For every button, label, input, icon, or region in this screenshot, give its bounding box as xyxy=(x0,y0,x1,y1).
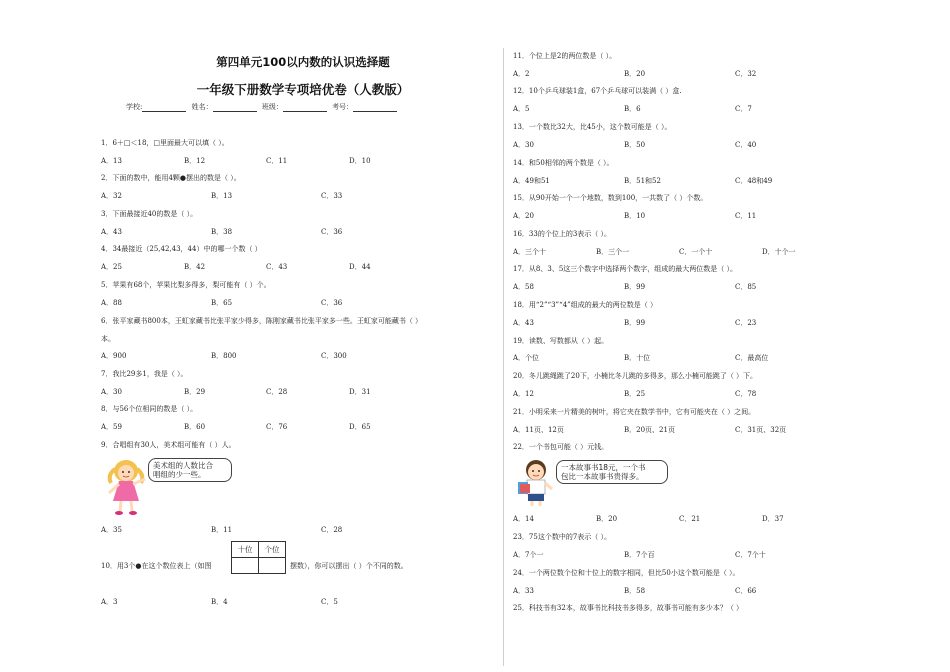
question-10-continued: 摆数），你可以摆出（ ）个不同的数。 xyxy=(290,562,408,570)
option[interactable]: C．11 xyxy=(266,157,288,165)
option[interactable]: C．5 xyxy=(321,598,338,606)
girl-speech-bubble xyxy=(148,458,232,482)
boy-bubble-line-1: 一本故事书18元，一个书 xyxy=(561,463,646,472)
option[interactable]: B．99 xyxy=(624,319,646,327)
option[interactable]: B．12 xyxy=(184,157,206,165)
option[interactable]: D．65 xyxy=(349,423,371,431)
option[interactable]: A．33 xyxy=(513,587,534,595)
option[interactable]: C．最高位 xyxy=(735,354,769,362)
option[interactable]: B．29 xyxy=(184,388,206,396)
school-label: 学校: xyxy=(126,103,143,111)
girl-illustration xyxy=(101,457,151,515)
option[interactable]: C．23 xyxy=(735,319,757,327)
class-blank[interactable] xyxy=(283,104,327,112)
option[interactable]: C．28 xyxy=(266,388,288,396)
option[interactable]: A．14 xyxy=(513,515,534,523)
option[interactable]: C．43 xyxy=(266,263,288,271)
question-11: 11．个位上是2的两位数是（ ）。 xyxy=(513,52,617,60)
question-8: 8．与56个位相同的数是（ ）。 xyxy=(101,405,198,413)
column-divider xyxy=(503,48,504,666)
page-subtitle: 一年级下册数学专项培优卷（人教版） xyxy=(196,82,410,97)
option[interactable]: A．个位 xyxy=(513,354,540,362)
ones-header: 个位 xyxy=(259,542,286,558)
boy-illustration xyxy=(514,458,558,508)
tens-header: 十位 xyxy=(232,542,259,558)
option[interactable]: B．7个百 xyxy=(624,551,655,559)
option[interactable]: B．38 xyxy=(211,228,233,236)
option[interactable]: C．7 xyxy=(735,105,752,113)
question-18: 18．用“2”“3”“4”组成的最大的两位数是（ ） xyxy=(513,301,657,309)
question-23: 23．75这个数中的7表示（ ）。 xyxy=(513,533,611,541)
question-24: 24．一个两位数个位和十位上的数字相同，但比50小这个数可能是（ ）。 xyxy=(513,569,740,577)
name-blank[interactable] xyxy=(213,104,257,112)
question-1: 1．6＋□＜18，□里面最大可以填（ ）。 xyxy=(101,139,229,147)
option[interactable]: A．88 xyxy=(101,299,122,307)
option[interactable]: A．20 xyxy=(513,212,534,220)
option[interactable]: B．42 xyxy=(184,263,206,271)
option[interactable]: A．25 xyxy=(101,263,122,271)
question-7: 7．我比29多1，我是（ ）。 xyxy=(101,370,188,378)
page-title: 第四单元100以内数的认识选择题 xyxy=(216,55,390,69)
option[interactable]: B．25 xyxy=(624,390,646,398)
question-22: 22．一个书包可能（ ）元钱。 xyxy=(513,443,609,451)
question-4: 4．34最接近（25,42,43，44）中的哪一个数（ ） xyxy=(101,245,262,253)
option[interactable]: C．7个十 xyxy=(735,551,766,559)
option[interactable]: C．33 xyxy=(321,192,343,200)
girl-bubble-line-2: 唱组的少一些。 xyxy=(153,470,206,479)
option[interactable]: C．85 xyxy=(735,283,757,291)
question-9: 9．合唱组有30人，美术组可能有（ ）人。 xyxy=(101,441,236,449)
boy-speech-bubble xyxy=(556,460,668,484)
name-label: 姓名： xyxy=(191,103,213,111)
option[interactable]: B．58 xyxy=(624,587,646,595)
option[interactable]: C．66 xyxy=(735,587,757,595)
question-20: 20．冬儿跳绳跳了20下，小楠比冬儿跳的多得多，那么小楠可能跳了（ ）下。 xyxy=(513,372,758,380)
question-6-continued: 本。 xyxy=(101,335,115,343)
option[interactable]: C．32 xyxy=(735,70,757,78)
option[interactable]: B．20 xyxy=(624,70,646,78)
question-17: 17．从8、3、5这三个数字中选择两个数字，组成的最大两位数是（ ）。 xyxy=(513,265,737,273)
option[interactable]: D．31 xyxy=(349,388,371,396)
option[interactable]: B．800 xyxy=(211,352,237,360)
option[interactable]: B．65 xyxy=(211,299,233,307)
option[interactable]: B．10 xyxy=(624,212,646,220)
option[interactable]: A．2 xyxy=(513,70,530,78)
option[interactable]: B．6 xyxy=(624,105,641,113)
option[interactable]: B．4 xyxy=(211,598,228,606)
option[interactable]: A．5 xyxy=(513,105,530,113)
option[interactable]: A．43 xyxy=(101,228,122,236)
option[interactable]: D．37 xyxy=(762,515,784,523)
question-5: 5．苹果有68个，苹果比梨多得多，梨可能有（ ）个。 xyxy=(101,281,271,289)
option[interactable]: C．48和49 xyxy=(735,177,773,185)
option[interactable]: A．35 xyxy=(101,526,122,534)
exam-number-blank[interactable] xyxy=(353,104,397,112)
option[interactable]: A．32 xyxy=(101,192,122,200)
option[interactable]: A．13 xyxy=(101,157,122,165)
question-12: 12．10个乒乓球装1盒，67个乒乓球可以装满（ ）盒. xyxy=(513,87,682,95)
option[interactable]: C．21 xyxy=(679,515,701,523)
option[interactable]: D．十个一 xyxy=(762,248,796,256)
question-16: 16．33的个位上的3表示（ ）。 xyxy=(513,230,611,238)
option[interactable]: C．11 xyxy=(735,212,757,220)
question-3: 3．下面最接近40的数是（ ）。 xyxy=(101,210,198,218)
option[interactable]: A．900 xyxy=(101,352,127,360)
exam-number-label: 考号： xyxy=(332,103,354,111)
option[interactable]: A．30 xyxy=(101,388,122,396)
option[interactable]: A．43 xyxy=(513,319,534,327)
question-2: 2．下面的数中，能用4颗●摆出的数是（ ）。 xyxy=(101,174,241,182)
option[interactable]: C．78 xyxy=(735,390,757,398)
question-14: 14．和50相邻的两个数是（ ）。 xyxy=(513,159,614,167)
option[interactable]: D．10 xyxy=(349,157,371,165)
question-10: 10．用3个●在这个数位表上（如图 xyxy=(101,562,212,570)
option[interactable]: A．7个一 xyxy=(513,551,544,559)
option[interactable]: B．十位 xyxy=(624,354,651,362)
option[interactable]: A．11页、12页 xyxy=(513,426,564,434)
question-25: 25．科技书有32本，故事书比科技书多得多，故事书可能有多少本？（ ） xyxy=(513,604,744,612)
option[interactable]: C．300 xyxy=(321,352,347,360)
option[interactable]: C．31页、32页 xyxy=(735,426,787,434)
option[interactable]: B．三个一 xyxy=(596,248,630,256)
option[interactable]: D．44 xyxy=(349,263,371,271)
question-6: 6．张平家藏书800本，王虹家藏书比张平家少得多，陈刚家藏书比张平家多一些。王虹家可能藏书（ ） xyxy=(101,317,423,325)
option[interactable]: C．36 xyxy=(321,299,343,307)
school-blank[interactable] xyxy=(142,104,186,112)
class-label: 班级： xyxy=(261,103,283,111)
option[interactable]: B．99 xyxy=(624,283,646,291)
option[interactable]: A．三个十 xyxy=(513,248,547,256)
question-15: 15．从90开始一个一个地数，数到100，一共数了（ ）个数。 xyxy=(513,194,708,202)
option[interactable]: A．58 xyxy=(513,283,534,291)
option[interactable]: B．60 xyxy=(184,423,206,431)
girl-bubble-line-1: 美术组的人数比合 xyxy=(153,461,213,470)
student-info-line xyxy=(126,102,486,112)
ones-cell xyxy=(259,558,286,574)
option[interactable]: A．12 xyxy=(513,390,534,398)
question-13: 13．一个数比32大，比45小，这个数可能是（ ）。 xyxy=(513,123,672,131)
option[interactable]: A．30 xyxy=(513,141,534,149)
question-19: 19．读数、写数都从（ ）起。 xyxy=(513,337,609,345)
option[interactable]: B．11 xyxy=(211,526,233,534)
option[interactable]: B．13 xyxy=(211,192,233,200)
place-value-table xyxy=(231,541,286,574)
boy-bubble-line-2: 包比一本故事书贵得多。 xyxy=(561,472,644,481)
tens-cell xyxy=(232,558,259,574)
option[interactable]: A．49和51 xyxy=(513,177,550,185)
option[interactable]: C．36 xyxy=(321,228,343,236)
option[interactable]: C．40 xyxy=(735,141,757,149)
option[interactable]: B．20 xyxy=(596,515,618,523)
question-21: 21．小明采来一片精美的树叶，将它夹在数学书中，它有可能夹在（ ）之间。 xyxy=(513,408,756,416)
option[interactable]: B．50 xyxy=(624,141,646,149)
option[interactable]: C．76 xyxy=(266,423,288,431)
option[interactable]: C．28 xyxy=(321,526,343,534)
option[interactable]: A．3 xyxy=(101,598,118,606)
option[interactable]: B．20页、21页 xyxy=(624,426,675,434)
option[interactable]: C．一个十 xyxy=(679,248,713,256)
option[interactable]: A．59 xyxy=(101,423,122,431)
option[interactable]: B．51和52 xyxy=(624,177,661,185)
